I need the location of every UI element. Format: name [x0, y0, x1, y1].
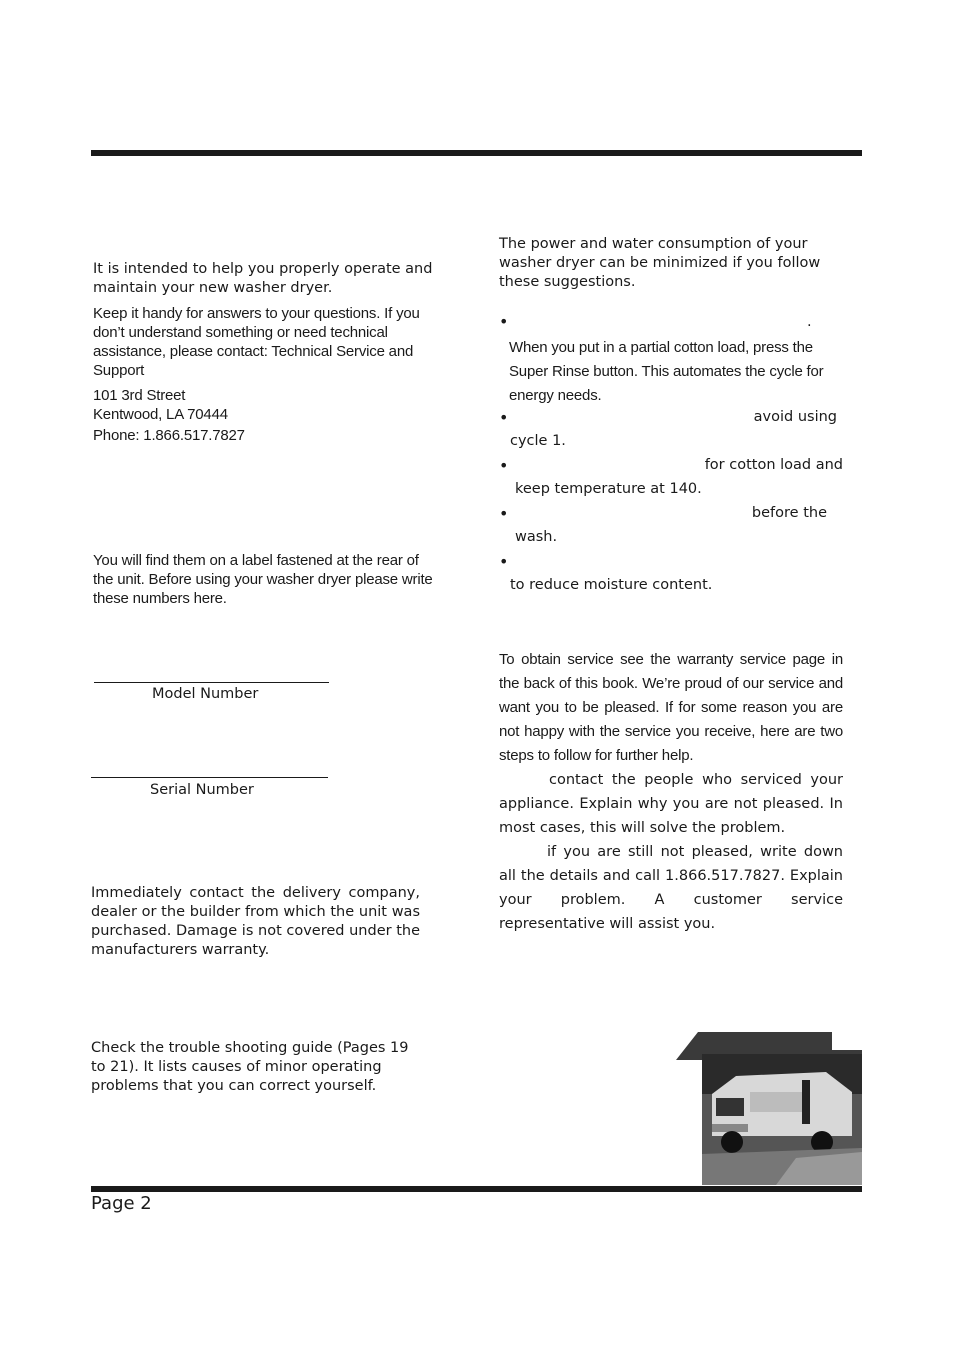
- bullet-icon: •: [499, 408, 509, 427]
- trouble-text: Check the trouble shooting guide (Pages 19 to 21). It lists causes of minor operating problems that you can correct yourself.: [91, 1040, 409, 1094]
- numbers-text: You will find them on a label fastened at the rear of the unit. Before using your washer dryer please write these numbers here.: [93, 552, 433, 607]
- service-text: [499, 648, 843, 936]
- bullet-icon: •: [499, 456, 509, 475]
- bullet-icon: •: [499, 504, 509, 523]
- intro-paragraph-2: Keep it handy for answers to your questions. If you don’t understand something or need technical assistance, please contact: Technical Service and Support: [93, 305, 420, 379]
- damage-text: Immediately contact the delivery company, dealer or the builder from which the unit was purchased. Damage is not covered under the manufacturers warranty.: [91, 885, 420, 958]
- tip-2-end: avoid using: [753, 409, 837, 425]
- top-rule: [91, 150, 862, 156]
- serial-number-label: Serial Number: [150, 782, 254, 798]
- support-phone: Phone: 1.866.517.7827: [93, 427, 245, 444]
- model-number-line: [94, 682, 329, 683]
- serial-number-line: [91, 777, 328, 778]
- intro-paragraph-1: It is intended to help you properly operate and maintain your new washer dryer.: [93, 261, 433, 296]
- tip-1-end: .: [807, 314, 812, 330]
- address-street: 101 3rd Street: [93, 387, 186, 404]
- bullet-icon: •: [499, 552, 509, 571]
- energy-intro: The power and water consumption of your washer dryer can be minimized if you follow these suggestions.: [499, 236, 821, 290]
- energy-tip-5: [499, 552, 845, 600]
- service-paragraph: To obtain service see the warranty service page in the back of this book. We’re proud of our service and want you to be pleased. If for some reason you are not happy with the service you receive, here are two steps to follow for further help.: [499, 651, 843, 764]
- service-van-photo: [676, 1032, 862, 1185]
- tip-3-text: keep temperature at 140.: [515, 481, 702, 497]
- service-step-1: contact the people who serviced your appliance. Explain why you are not pleased. In most cases, this will solve the problem.: [499, 772, 843, 836]
- bullet-icon: •: [499, 312, 509, 331]
- model-number-label: Model Number: [152, 686, 259, 702]
- energy-tip-3: [499, 456, 845, 504]
- address-city: Kentwood, LA 70444: [93, 406, 228, 423]
- tip-4-end: before the: [751, 505, 827, 521]
- tip-2-text: cycle 1.: [510, 433, 566, 449]
- energy-tip-4: [499, 504, 845, 552]
- intro-text: [93, 260, 433, 445]
- page-number: Page 2: [91, 1193, 152, 1214]
- service-step-2: if you are still not pleased, write down all the details and call 1.866.517.7827. Explain your problem. A customer service representative will assist you.: [499, 844, 843, 932]
- tip-5-text: to reduce moisture content.: [510, 577, 713, 593]
- tip-1-text: When you put in a partial cotton load, press the Super Rinse button. This automates the cycle for energy needs.: [509, 339, 824, 404]
- tip-4-text: wash.: [515, 529, 558, 545]
- bottom-rule: [91, 1186, 862, 1192]
- energy-tip-2: [499, 408, 845, 456]
- tip-3-end: for cotton load and: [704, 457, 843, 473]
